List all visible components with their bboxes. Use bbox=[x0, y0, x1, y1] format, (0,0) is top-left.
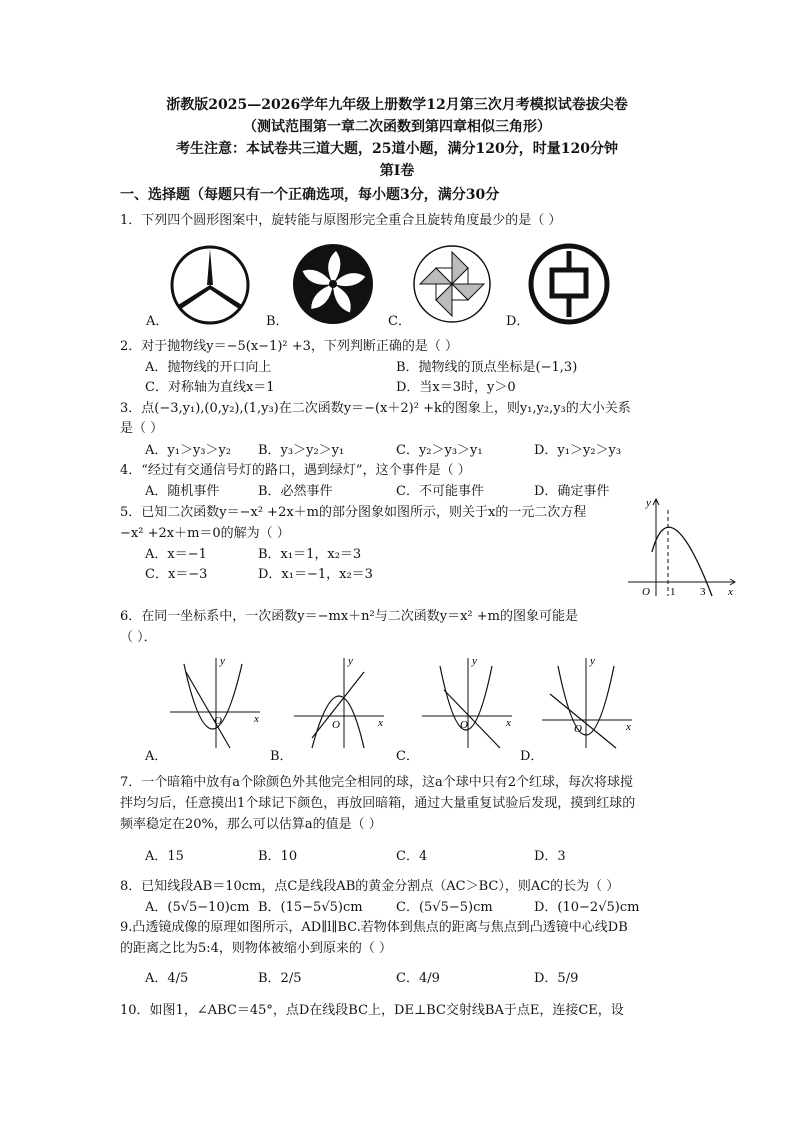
q3-option-a: A．y₁＞y₃＞y₂ bbox=[145, 443, 232, 458]
q8-option-a: A．(5√5−10)cm bbox=[145, 900, 250, 915]
q8-stem: 8．已知线段AB＝10cm，点C是线段AB的黄金分割点（AC＞BC），则AC的长为（ ） bbox=[120, 879, 620, 894]
q7-stem-line3: 频率稳定在20%，那么可以估算a的值是（ ） bbox=[120, 817, 382, 832]
q5-option-c: C．x＝−3 bbox=[145, 567, 208, 582]
exam-notice: 考生注意：本试卷共三道大题，25道小题，满分120分，时量120分钟 bbox=[176, 141, 618, 157]
q5-x-label: x bbox=[728, 586, 733, 598]
volume-label: 第Ⅰ卷 bbox=[379, 163, 415, 179]
svg-text:y: y bbox=[348, 655, 353, 667]
svg-text:x: x bbox=[254, 713, 259, 725]
svg-text:y: y bbox=[220, 655, 225, 667]
svg-text:y: y bbox=[590, 655, 595, 667]
q4-option-d: D．确定事件 bbox=[534, 484, 610, 499]
svg-text:x: x bbox=[378, 717, 383, 729]
q3-option-b: B．y₃＞y₂＞y₁ bbox=[258, 443, 345, 458]
q6-graph-a bbox=[168, 654, 264, 750]
q6-graph-d bbox=[540, 654, 636, 750]
q5-option-b: B．x₁＝1，x₂＝3 bbox=[258, 547, 362, 562]
bauhinia-icon bbox=[292, 243, 374, 325]
q3-stem-line1: 3．点(−3,y₁),(0,y₂),(1,y₃)在二次函数y＝−(x＋2)² +k的图象上，则y₁,y₂,y₃的大小关系 bbox=[120, 401, 631, 416]
q1-label-b: B． bbox=[266, 314, 289, 329]
q5-parabola-graph bbox=[626, 496, 738, 600]
q8-option-b: B．(15−5√5)cm bbox=[258, 900, 363, 915]
q7-option-d: D．3 bbox=[534, 849, 566, 864]
q5-stem-line2: −x² +2x＋m＝0的解为（ ） bbox=[120, 526, 290, 541]
svg-text:O: O bbox=[460, 719, 468, 731]
q8-option-d: D．(10−2√5)cm bbox=[534, 900, 640, 915]
pinwheel-icon bbox=[412, 244, 492, 324]
q2-option-a: A．抛物线的开口向上 bbox=[145, 360, 272, 375]
seal-icon bbox=[528, 243, 610, 325]
q6-stem-line1: 6．在同一坐标系中，一次函数y＝−mx＋n²与二次函数y＝x² +m的图象可能是 bbox=[120, 609, 578, 624]
q1-label-a: A． bbox=[146, 314, 169, 329]
q4-stem: 4．“经过有交通信号灯的路口，遇到绿灯”，这个事件是（ ） bbox=[120, 463, 471, 478]
q9-option-a: A．4/5 bbox=[145, 971, 189, 986]
q3-stem-line2: 是（ ） bbox=[120, 421, 164, 436]
q9-option-c: C．4/9 bbox=[396, 971, 440, 986]
q4-option-b: B．必然事件 bbox=[258, 484, 333, 499]
q7-option-b: B．10 bbox=[258, 849, 298, 864]
q1-stem: 1．下列四个圆形图案中，旋转能与原图形完全重合且旋转角度最少的是（ ） bbox=[120, 213, 562, 228]
q6-graph-c bbox=[420, 654, 516, 750]
q9-option-b: B．2/5 bbox=[258, 971, 302, 986]
exam-scope: （测试范围第一章二次函数到第四章相似三角形） bbox=[243, 119, 551, 135]
svg-text:O: O bbox=[332, 719, 340, 731]
q1-label-c: C． bbox=[388, 314, 411, 329]
q6-stem-line2: （ ）． bbox=[120, 630, 157, 645]
q5-origin-label: O bbox=[642, 586, 650, 598]
q6-label-c: C． bbox=[396, 749, 419, 764]
svg-text:O: O bbox=[214, 715, 222, 727]
svg-text:x: x bbox=[626, 721, 631, 733]
svg-text:O: O bbox=[574, 723, 582, 735]
q7-option-c: C．4 bbox=[396, 849, 428, 864]
exam-title: 浙教版2025—2026学年九年级上册数学12月第三次月考模拟试卷拔尖卷 bbox=[166, 97, 628, 113]
q9-option-d: D．5/9 bbox=[534, 971, 579, 986]
q5-y-label: y bbox=[646, 497, 651, 509]
mercedes-icon bbox=[168, 243, 252, 327]
q6-label-a: A． bbox=[145, 749, 168, 764]
q8-option-c: C．(5√5−5)cm bbox=[396, 900, 493, 915]
q4-option-a: A．随机事件 bbox=[145, 484, 220, 499]
q5-option-a: A．x＝−1 bbox=[145, 547, 207, 562]
q6-label-d: D． bbox=[520, 749, 544, 764]
svg-text:x: x bbox=[506, 717, 511, 729]
q2-option-b: B．抛物线的顶点坐标是(−1,3) bbox=[396, 360, 578, 375]
q5-stem-line1: 5．已知二次函数y＝−x² +2x＋m的部分图象如图所示，则关于x的一元二次方程 bbox=[120, 505, 587, 520]
q3-option-d: D．y₁＞y₂＞y₃ bbox=[534, 443, 622, 458]
svg-text:y: y bbox=[472, 655, 477, 667]
q9-stem-line2: 的距离之比为5:4，则物体被缩小到原来的（ ） bbox=[120, 941, 393, 956]
q2-stem: 2．对于抛物线y＝−5(x−1)² +3，下列判断正确的是（ ） bbox=[120, 339, 459, 354]
q6-graph-b bbox=[292, 654, 388, 750]
section-title: 一、选择题（每题只有一个正确选项，每小题3分，满分30分 bbox=[120, 187, 500, 203]
q10-stem: 10．如图1，∠ABC＝45°，点D在线段BC上，DE⊥BC交射线BA于点E，连接CE，设 bbox=[120, 1003, 624, 1018]
q9-stem-line1: 9.凸透镜成像的原理如图所示，AD∥l∥BC.若物体到焦点的距离与焦点到凸透镜中心线DB bbox=[120, 920, 628, 935]
q1-label-d: D． bbox=[506, 314, 530, 329]
q5-option-d: D．x₁＝−1，x₂＝3 bbox=[258, 567, 373, 582]
q2-option-c: C．对称轴为直线x＝1 bbox=[145, 380, 275, 395]
q2-option-d: D．当x＝3时，y＞0 bbox=[396, 380, 516, 395]
q7-stem-line1: 7．一个暗箱中放有a个除颜色外其他完全相同的球，这a个球中只有2个红球，每次将球搅 bbox=[120, 775, 634, 790]
q4-option-c: C．不可能事件 bbox=[396, 484, 484, 499]
q5-tick-1: 1 bbox=[670, 586, 676, 598]
q7-option-a: A．15 bbox=[145, 849, 184, 864]
q5-tick-3: 3 bbox=[700, 586, 706, 598]
q3-option-c: C．y₂＞y₃＞y₁ bbox=[396, 443, 483, 458]
q7-stem-line2: 拌均匀后，任意摸出1个球记下颜色，再放回暗箱，通过大量重复试验后发现，摸到红球的 bbox=[120, 796, 636, 811]
q6-label-b: B． bbox=[270, 749, 293, 764]
